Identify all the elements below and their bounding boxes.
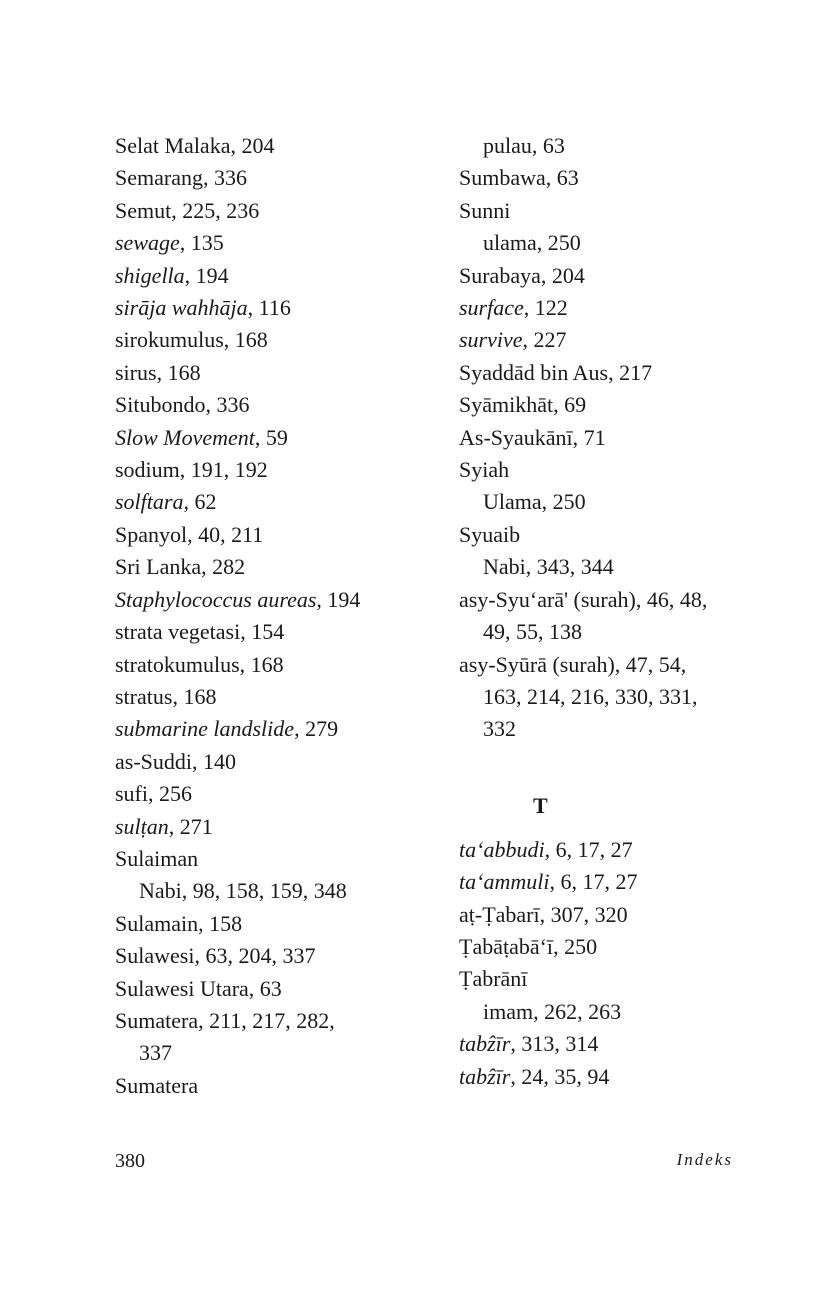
index-term: Sumatera [115,1007,199,1033]
index-page-refs: , 250 [536,230,581,256]
index-subentry [459,486,749,518]
index-page-refs: , 279 [294,716,339,742]
index-entry [459,1061,749,1093]
index-page-refs: , 168 [239,651,284,677]
index-entry [459,454,749,486]
index-term: As-Syaukānī [459,424,573,450]
index-entry [115,454,435,486]
index-entry [459,866,749,898]
index-term: Sri Lanka [115,554,202,580]
index-entry [115,551,435,583]
index-term: Syiah [459,457,510,483]
index-page-refs: , 168 [172,683,217,709]
index-subentry [459,996,749,1028]
index-entry [459,389,749,421]
index-entry [115,778,435,810]
index-subentry [459,227,749,259]
index-term: stratokumulus [115,651,240,677]
index-term: shigella [115,262,185,288]
index-entry [115,1005,435,1037]
index-page-refs: , 140 [192,748,236,774]
index-entry [115,1070,435,1102]
index-term: pulau [483,133,532,158]
index-entry [115,195,435,227]
index-entry [115,843,435,875]
index-term: Slow Movement [115,424,255,450]
index-entry [115,130,435,162]
index-entry-continuation [459,616,749,648]
index-term: Ṭabāṭabā‘ī [459,933,554,959]
index-entry-continuation [459,681,749,713]
index-term: Ṭabrānī [459,966,528,992]
index-page-refs: 337 [139,1040,172,1066]
index-term: ta‘ammuli [459,869,550,895]
index-term: Staphylococcus aureas [115,586,317,612]
section-letter-heading: T [533,792,548,818]
index-page-refs: , 63 [545,165,579,191]
index-term: Spanyol [115,521,188,547]
index-term: sulṭan [115,813,169,839]
index-page-refs: , 194 [316,586,361,612]
index-term: Sumatera [115,1072,199,1098]
index-term: Syaddād bin Aus [459,359,609,385]
index-entry [115,681,435,713]
index-entry [459,422,749,454]
index-page-refs: , 211, 217, 282, [198,1007,335,1033]
index-entry [115,908,435,940]
index-entry [459,931,749,963]
index-page-refs: , 250 [541,489,586,515]
index-entry [115,324,435,356]
index-entry [459,834,749,866]
index-term: Sulaiman [115,845,199,871]
index-term: Semut [115,197,172,223]
index-entry [459,963,749,995]
index-term: stratus [115,683,173,709]
index-term: survive [459,327,523,353]
index-page-refs: , 225, 236 [171,197,260,223]
index-page-refs: , 168 [156,359,201,385]
index-page-refs: , 116 [247,295,291,321]
index-entries-s-continued [459,130,749,746]
index-term: sodium [115,457,180,483]
index-term: imam [483,998,534,1024]
index-subentry [459,551,749,583]
index-page-refs: , 6, 17, 27 [549,869,638,895]
index-page-refs: , 343, 344 [525,554,614,580]
index-term: Sulawesi Utara [115,975,249,1001]
index-entry-continuation [459,713,749,745]
index-term: sirāja wahhāja [115,295,248,321]
index-entry [459,292,749,324]
index-term: Semarang [115,165,203,191]
index-term: strata vegetasi [115,619,241,645]
index-page-refs: , 63 [248,975,282,1001]
index-term: as-Suddi [115,748,192,774]
index-page-refs: , 227 [522,327,567,353]
index-page-refs: , 204 [230,133,275,158]
index-term: ulama [483,230,537,256]
index-term: solftara [115,489,184,515]
index-entry [115,389,435,421]
index-page-refs: , 262, 263 [533,998,622,1024]
index-page-refs: , 47, 54, [614,651,687,677]
index-page-refs: , 69 [553,392,587,418]
index-page-refs: , 194 [184,262,229,288]
index-page-refs: , 40, 211 [187,521,264,547]
index-page-refs: , 168 [223,327,268,353]
index-entry [459,357,749,389]
index-term: Surabaya [459,262,541,288]
index-term: Syāmikhāt [459,392,554,418]
index-entry [459,1028,749,1060]
index-term: Nabi [139,878,182,904]
index-entry [115,811,435,843]
index-page-refs: , 62 [183,489,217,515]
index-page-refs: , 158 [198,910,243,936]
index-entry [459,649,749,681]
index-page-refs: , 282 [201,554,246,580]
index-term: sirus [115,359,157,385]
index-entry [459,260,749,292]
index-term: submarine landslide [115,716,295,742]
index-page-refs: , 256 [148,781,192,807]
index-entry [459,162,749,194]
index-page-refs: , 135 [179,230,224,256]
index-term: Ulama [483,489,542,515]
index-page-refs: , 71 [572,424,606,450]
index-term: tabẑīr [459,1031,511,1057]
index-term: Sulawesi [115,943,195,969]
index-entry [115,746,435,778]
index-page-refs: , 336 [202,165,247,191]
index-page-refs: , 307, 320 [539,901,628,927]
index-entry [459,195,749,227]
index-page-refs: , 191, 192 [179,457,268,483]
index-subentry [115,875,435,907]
index-entry [115,227,435,259]
index-subentry [459,130,749,162]
index-term: surface [459,295,524,321]
index-entry [115,713,435,745]
index-page-refs: 332 [483,716,516,742]
index-term: sufi [115,781,148,807]
index-page-refs: , 250 [553,933,598,959]
index-term: Selat Malaka [115,133,231,158]
index-entry [459,899,749,931]
index-term: asy-Syūrā (surah) [459,651,615,677]
index-entry [115,486,435,518]
index-term: aṭ-Ṭabarī [459,901,540,927]
index-term: tabẑīr [459,1063,511,1089]
index-entries-t [459,834,749,1093]
index-page-refs: , 217 [608,359,653,385]
index-page-refs: , 336 [205,392,250,418]
index-entry [115,357,435,389]
index-page-refs: , 63, 204, 337 [194,943,316,969]
index-entry [115,940,435,972]
index-page-refs: , 98, 158, 159, 348 [181,878,347,904]
index-term: ta‘abbudi [459,836,545,862]
index-page-refs: , 122 [523,295,568,321]
index-column-right [459,130,749,1093]
index-term: Sulamain [115,910,199,936]
index-entry [115,292,435,324]
index-term: Nabi [483,554,526,580]
index-term: sewage [115,230,180,256]
index-page-refs: 163, 214, 216, 330, 331, [483,683,698,709]
index-entry [115,616,435,648]
index-term: Situbondo [115,392,206,418]
index-page-refs: 49, 55, 138 [483,619,582,645]
index-entry [459,324,749,356]
index-page-refs: , 271 [168,813,213,839]
index-entry [115,519,435,551]
index-entry [115,162,435,194]
index-page-refs: , 46, 48, [635,586,708,612]
index-entry [115,260,435,292]
index-term: Syuaib [459,521,521,547]
index-entry [115,649,435,681]
index-page-refs: , 154 [240,619,285,645]
index-page-refs: , 59 [254,424,288,450]
page-number: 380 [115,1150,145,1172]
index-page-refs: , 63 [531,133,565,158]
index-entry-continuation [115,1037,435,1069]
index-entry [459,519,749,551]
index-page-refs: , 204 [540,262,585,288]
index-entry [459,584,749,616]
index-entry [115,973,435,1005]
index-term: sirokumulus [115,327,224,353]
index-column-left [115,130,435,1102]
index-page-refs: , 6, 17, 27 [544,836,633,862]
index-page-refs: , 313, 314 [510,1031,599,1057]
index-term: Sumbawa [459,165,546,191]
index-page-refs: , 24, 35, 94 [510,1063,610,1089]
index-entry [115,584,435,616]
index-term: asy-Syu‘arā' (surah) [459,586,636,612]
running-title: Indeks [676,1150,733,1169]
index-term: Sunni [459,197,511,223]
index-entry [115,422,435,454]
